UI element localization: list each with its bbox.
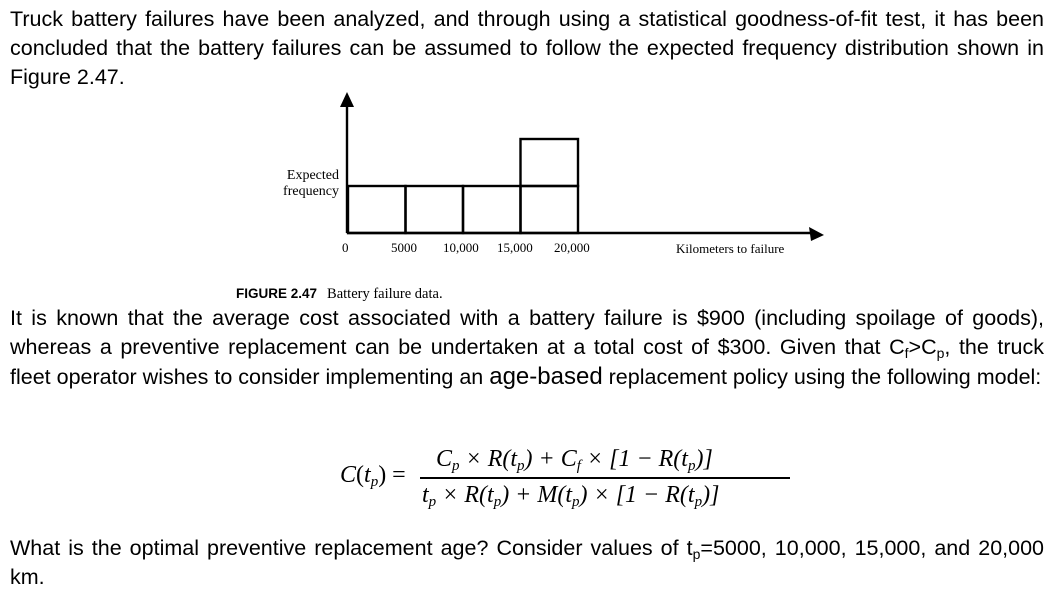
histogram-bars	[348, 139, 578, 233]
sub-p: p	[936, 345, 945, 361]
y-axis-label-line2: frequency	[283, 184, 339, 199]
tick-label-10000: 10,000	[443, 240, 479, 255]
fraction-bar	[420, 477, 790, 479]
tick-label-20000: 20,000	[554, 240, 590, 255]
tick-label-0: 0	[342, 240, 349, 255]
y-axis-label-line1: Expected	[286, 168, 339, 183]
histogram-bar-0-block-0	[348, 186, 406, 233]
cost-text-3: replacement policy using the following model:	[602, 365, 1042, 389]
formula-lhs: $C(t_p)$ =	[340, 462, 406, 490]
figure-caption-label: FIGURE 2.47	[236, 286, 318, 301]
formula-numerator: $C_p \times R(t_p) + C_f \times [1 - R(t_p)]$	[436, 446, 713, 474]
question-text-1: What is the optimal preventive replacement age? Consider values of t	[10, 536, 693, 560]
cost-text-gt: >C	[908, 335, 937, 359]
histogram-bar-2-block-0	[463, 186, 521, 233]
intro-paragraph: Truck battery failures have been analyzed, and through using a statistical goodness-of-fit test, it has been concluded that the battery failures can be assumed to follow the expected frequency distribution shown in Figure 2.47.	[10, 7, 1044, 89]
x-axis-arrow-icon	[809, 227, 824, 241]
question-sub-p: p	[692, 546, 701, 562]
age-based-term: age-based	[489, 363, 603, 390]
figure-caption-text: Battery failure data.	[327, 286, 443, 302]
cost-text-1: It is known that the average cost associated with a battery failure is $900 (including spoilage of goods), whereas a preventive replacement can be undertaken at a total cost of $300. Given that C	[10, 306, 1044, 359]
tick-label-15000: 15,000	[497, 240, 533, 255]
formula-denominator: $t_p \times R(t_p) + M(t_p) \times [1 - R(t_p)]$	[422, 482, 720, 510]
histogram-bar-3-block-1	[521, 139, 579, 186]
tick-label-5000: 5000	[391, 240, 417, 255]
histogram-bar-3-block-0	[521, 186, 579, 233]
sub-f: f	[904, 345, 909, 361]
question-text-2: =5000, 10,000, 15,000, and 20,000 km.	[10, 536, 1044, 589]
cost-text-2: , the truck fleet operator wishes to consider implementing an	[10, 335, 1044, 389]
cost-paragraph	[10, 304, 1044, 392]
histogram-bar-1-block-0	[406, 186, 464, 233]
question-paragraph	[10, 534, 1044, 592]
figure-caption	[236, 286, 443, 303]
x-axis-label: Kilometers to failure	[676, 241, 785, 256]
y-axis-arrow-icon	[340, 92, 354, 107]
